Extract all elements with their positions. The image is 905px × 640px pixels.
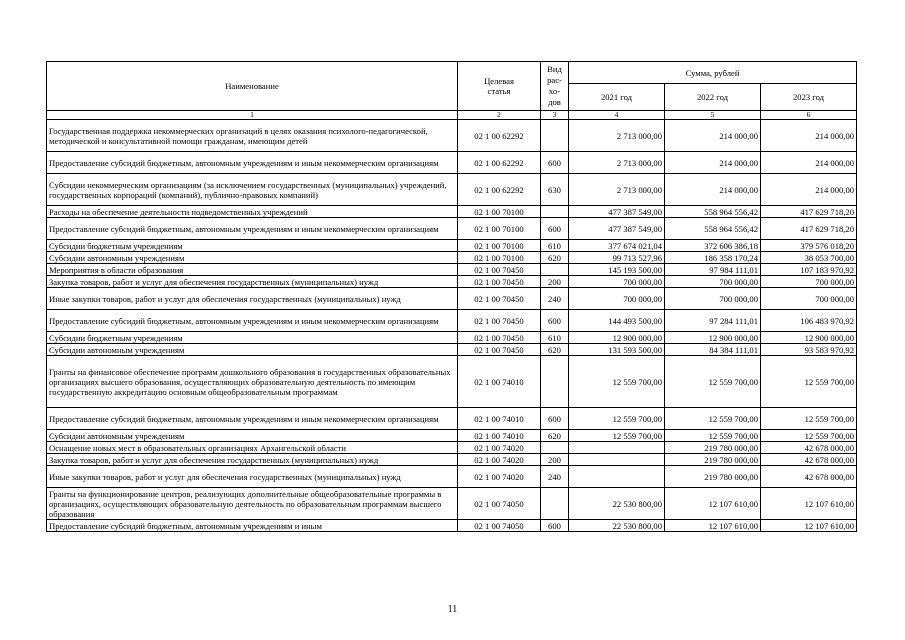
cell-2021: 131 593 500,00 [569,344,665,356]
cell-2021 [569,454,665,466]
cell-target: 02 1 00 70100 [458,206,541,218]
cell-2022: 97 284 111,01 [665,310,761,332]
cell-2022: 558 964 556,42 [665,218,761,240]
cell-target: 02 1 00 70450 [458,288,541,310]
table-row [47,430,857,442]
cell-target: 02 1 00 62292 [458,120,541,152]
col-number: 4 [569,111,665,120]
cell-target: 02 1 00 70100 [458,252,541,264]
cell-2023: 12 107 610,00 [761,520,857,532]
cell-target: 02 1 00 62292 [458,152,541,174]
cell-name: Субсидии автономным учреждениям [47,430,458,442]
cell-2022: 12 900 000,00 [665,332,761,344]
cell-name: Субсидии бюджетным учреждениям [47,332,458,344]
cell-2023: 12 559 700,00 [761,430,857,442]
cell-2022: 12 559 700,00 [665,356,761,408]
header-target [458,62,541,111]
cell-2021: 144 493 500,00 [569,310,665,332]
cell-2023: 12 107 610,00 [761,488,857,520]
cell-vr [541,120,569,152]
cell-2023: 12 900 000,00 [761,332,857,344]
table-row [47,310,857,332]
cell-target: 02 1 00 74050 [458,488,541,520]
cell-name: Закупка товаров, работ и услуг для обеспечения государственных (муниципальных) нужд [47,276,458,288]
table-row [47,252,857,264]
cell-name: Субсидии бюджетным учреждениям [47,240,458,252]
cell-2021 [569,466,665,488]
cell-2022: 219 780 000,00 [665,442,761,454]
cell-vr [541,264,569,276]
cell-2023: 106 483 970,92 [761,310,857,332]
column-numbers-row [47,111,857,120]
cell-2021: 700 000,00 [569,288,665,310]
cell-name: Субсидии автономным учреждениям [47,252,458,264]
cell-name: Иные закупки товаров, работ и услуг для обеспечения государственных (муниципальных) нужд [47,466,458,488]
cell-target: 02 1 00 74010 [458,408,541,430]
header-2021: 2021 год [569,84,665,111]
cell-2022: 558 964 556,42 [665,206,761,218]
cell-target: 02 1 00 62292 [458,174,541,206]
header-vr [541,62,569,111]
cell-vr: 240 [541,288,569,310]
cell-2021: 145 193 500,00 [569,264,665,276]
table-row [47,520,857,532]
table-row [47,332,857,344]
cell-name: Гранты на финансовое обеспечение программ дошкольного образования в государственных образовательных организациях высшего образования, осуществляющих образовательную деятельность по имеющим государственную аккредитацию основным общеобразовательным программам [47,356,458,408]
cell-name: Государственная поддержка некоммерческих организаций в целях оказания психолого-педагогической, методической и консультативной помощи гражданам, имеющим детей [47,120,458,152]
cell-vr: 620 [541,252,569,264]
cell-vr [541,356,569,408]
cell-name: Субсидии автономным учреждениям [47,344,458,356]
table-row [47,344,857,356]
cell-2023: 214 000,00 [761,174,857,206]
cell-2021: 99 713 527,96 [569,252,665,264]
cell-2023: 42 678 000,00 [761,466,857,488]
cell-2022: 12 107 610,00 [665,520,761,532]
cell-name: Субсидии некоммерческим организациям (за исключением государственных (муниципальных) учреждений, государственных корпораций (компаний), публично-правовых компаний) [47,174,458,206]
col-number: 6 [761,111,857,120]
cell-vr: 600 [541,310,569,332]
table-row [47,120,857,152]
cell-2021: 700 000,00 [569,276,665,288]
cell-2023: 12 559 700,00 [761,408,857,430]
table-row [47,466,857,488]
header-name: Наименование [47,62,458,111]
table-row [47,218,857,240]
cell-target: 02 1 00 74020 [458,442,541,454]
cell-vr: 600 [541,408,569,430]
cell-vr: 620 [541,344,569,356]
table-row [47,240,857,252]
table-row [47,206,857,218]
header-2022: 2022 год [665,84,761,111]
table-header [47,62,857,120]
cell-target: 02 1 00 70100 [458,218,541,240]
table-row [47,276,857,288]
cell-2022: 700 000,00 [665,276,761,288]
budget-table [46,61,857,532]
cell-target: 02 1 00 74020 [458,454,541,466]
cell-vr: 200 [541,276,569,288]
cell-vr: 600 [541,218,569,240]
cell-2023: 107 183 970,92 [761,264,857,276]
col-number: 5 [665,111,761,120]
cell-2022: 186 358 170,24 [665,252,761,264]
cell-name: Предоставление субсидий бюджетным, автономным учреждениям и иным [47,520,458,532]
cell-name: Предоставление субсидий бюджетным, автономным учреждениям и иным некоммерческим организациям [47,152,458,174]
cell-2021: 477 387 549,00 [569,218,665,240]
cell-2021: 22 530 800,00 [569,520,665,532]
cell-target: 02 1 00 70450 [458,264,541,276]
cell-2022: 214 000,00 [665,152,761,174]
cell-2021: 12 559 700,00 [569,408,665,430]
col-number: 1 [47,111,458,120]
table-row [47,408,857,430]
cell-2021: 2 713 000,00 [569,152,665,174]
cell-name: Мероприятия в области образования [47,264,458,276]
table-row [47,356,857,408]
cell-target: 02 1 00 70450 [458,276,541,288]
cell-target: 02 1 00 74010 [458,430,541,442]
cell-vr: 600 [541,520,569,532]
cell-2023: 12 559 700,00 [761,356,857,408]
cell-2023: 417 629 718,20 [761,218,857,240]
cell-name: Предоставление субсидий бюджетным, автономным учреждениям и иным некоммерческим организациям [47,218,458,240]
cell-2022: 12 559 700,00 [665,408,761,430]
cell-2023: 93 583 970,92 [761,344,857,356]
cell-2022: 219 780 000,00 [665,466,761,488]
cell-2023: 38 053 700,00 [761,252,857,264]
cell-2022: 700 000,00 [665,288,761,310]
cell-name: Закупка товаров, работ и услуг для обеспечения государственных (муниципальных) нужд [47,454,458,466]
table-row [47,174,857,206]
cell-2021: 477 387 549,00 [569,206,665,218]
cell-2021: 22 530 800,00 [569,488,665,520]
cell-vr: 610 [541,332,569,344]
cell-2022: 214 000,00 [665,174,761,206]
table-row [47,264,857,276]
table-row [47,288,857,310]
cell-name: Предоставление субсидий бюджетным, автономным учреждениям и иным некоммерческим организациям [47,310,458,332]
cell-2022: 214 000,00 [665,120,761,152]
cell-target: 02 1 00 74020 [458,466,541,488]
cell-vr: 610 [541,240,569,252]
table-row [47,152,857,174]
cell-target: 02 1 00 70450 [458,344,541,356]
table-body [47,120,857,532]
cell-2021: 2 713 000,00 [569,174,665,206]
cell-vr: 200 [541,454,569,466]
cell-name: Оснащение новых мест в образовательных организациях Архангельской области [47,442,458,454]
header-target-text: Целевая статья [484,76,514,96]
page-number: 11 [447,604,458,615]
cell-2023: 214 000,00 [761,152,857,174]
cell-2021: 377 674 021,04 [569,240,665,252]
cell-2021: 2 713 000,00 [569,120,665,152]
cell-vr [541,488,569,520]
cell-2022: 372 606 386,18 [665,240,761,252]
header-2023: 2023 год [761,84,857,111]
cell-target: 02 1 00 70100 [458,240,541,252]
cell-name: Расходы на обеспечение деятельности подведомственных учреждений [47,206,458,218]
cell-vr: 240 [541,466,569,488]
cell-vr [541,206,569,218]
header-sum: Сумма, рублей [569,62,857,84]
cell-2023: 417 629 718,20 [761,206,857,218]
cell-2023: 42 678 000,00 [761,442,857,454]
table-row [47,442,857,454]
table-row [47,488,857,520]
cell-2022: 12 559 700,00 [665,430,761,442]
cell-2021: 12 559 700,00 [569,430,665,442]
cell-2023: 42 678 000,00 [761,454,857,466]
cell-2021 [569,442,665,454]
cell-2023: 700 000,00 [761,276,857,288]
cell-2022: 84 384 111,01 [665,344,761,356]
cell-target: 02 1 00 70450 [458,310,541,332]
cell-name: Иные закупки товаров, работ и услуг для обеспечения государственных (муниципальных) нужд [47,288,458,310]
cell-2023: 214 000,00 [761,120,857,152]
cell-target: 02 1 00 70450 [458,332,541,344]
cell-2023: 700 000,00 [761,288,857,310]
cell-vr: 630 [541,174,569,206]
cell-vr: 620 [541,430,569,442]
cell-2022: 97 984 111,01 [665,264,761,276]
cell-2021: 12 559 700,00 [569,356,665,408]
table-row [47,454,857,466]
cell-name: Гранты на функционирование центров, реализующих дополнительные общеобразовательные программы в организациях, осуществляющих образовательную деятельность по образовательным программам высшего образования [47,488,458,520]
cell-2023: 379 576 018,20 [761,240,857,252]
cell-vr: 600 [541,152,569,174]
cell-name: Предоставление субсидий бюджетным, автономным учреждениям и иным некоммерческим организациям [47,408,458,430]
cell-target: 02 1 00 74010 [458,356,541,408]
cell-target: 02 1 00 74050 [458,520,541,532]
cell-2022: 12 107 610,00 [665,488,761,520]
cell-2021: 12 900 000,00 [569,332,665,344]
header-vr-text: Вид рас- хо- дов [547,64,562,107]
col-number: 3 [541,111,569,120]
cell-vr [541,442,569,454]
col-number: 2 [458,111,541,120]
cell-2022: 219 780 000,00 [665,454,761,466]
